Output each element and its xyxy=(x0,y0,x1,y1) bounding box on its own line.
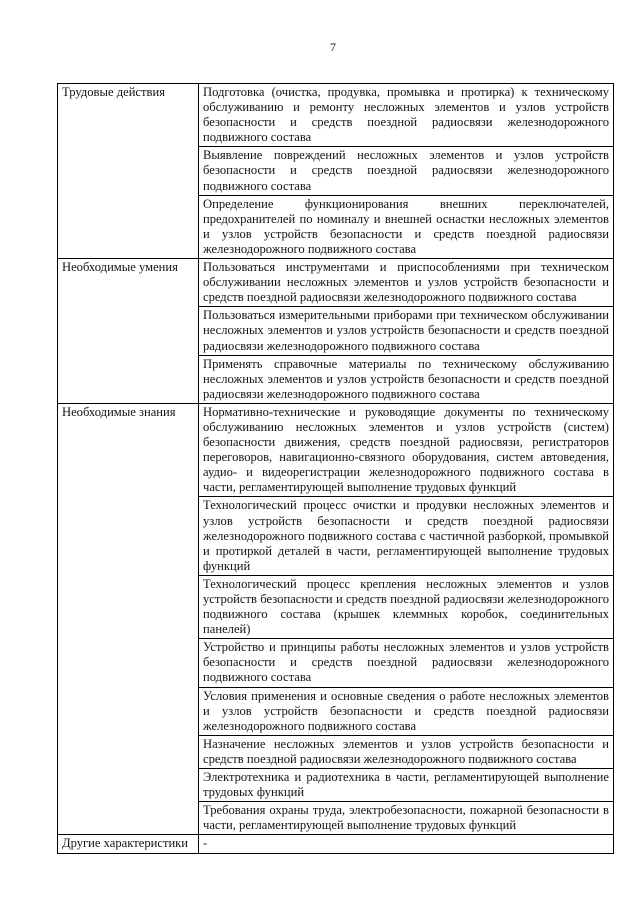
section-label-labor-actions: Трудовые действия xyxy=(58,84,199,259)
table-cell: Технологический процесс очистки и продувки несложных элементов и узлов устройств безопасности и средств поездной радиосвязи железнодорожного подвижного состава с частичной разборкой, промывкой и протиркой деталей в части, регламентирующей выполнение трудовых функций xyxy=(199,497,614,575)
table-cell: Устройство и принципы работы несложных элементов и узлов устройств безопасности и средств поездной радиосвязи железнодорожного подвижного состава xyxy=(199,639,614,687)
section-label-other-characteristics: Другие характеристики xyxy=(58,835,199,853)
section-label-required-skills: Необходимые умения xyxy=(58,259,199,404)
table-cell: Условия применения и основные сведения о работе несложных элементов и узлов устройств безопасности и средств поездной радиосвязи железнодорожного подвижного состава xyxy=(199,687,614,735)
table-cell: Определение функционирования внешних переключателей, предохранителей по номиналу и внешней оснастки несложных элементов и узлов устройств безопасности и средств поездной радиосвязи железнодорожного подвижного состава xyxy=(199,195,614,258)
table-row xyxy=(58,403,614,497)
table-cell: Назначение несложных элементов и узлов устройств безопасности и средств поездной радиосвязи железнодорожного подвижного состава xyxy=(199,735,614,768)
table-row xyxy=(58,84,614,147)
table-cell: Пользоваться инструментами и приспособлениями при техническом обслуживании несложных элементов и узлов устройств безопасности и средств поездной радиосвязи железнодорожного подвижного состава xyxy=(199,259,614,307)
table-cell: Выявление повреждений несложных элементов и узлов устройств безопасности и средств поездной радиосвязи железнодорожного подвижного состава xyxy=(199,147,614,195)
page-number: 7 xyxy=(330,40,336,54)
table-cell: - xyxy=(199,835,614,853)
table-row xyxy=(58,835,614,853)
table-cell: Нормативно-технические и руководящие документы по техническому обслуживанию несложных элементов и узлов устройств (систем) безопасности движения, средств поездной радиосвязи, регистраторов переговоров, навигационно-связного оборудования, систем автоведения, аудио- и видеорегистрации железнодорожного подвижного состава в части, регламентирующей выполнение трудовых функций xyxy=(199,403,614,497)
table-cell: Пользоваться измерительными приборами при техническом обслуживании несложных элементов и узлов устройств безопасности и средств поездной радиосвязи железнодорожного подвижного состава xyxy=(199,307,614,355)
table-cell: Подготовка (очистка, продувка, промывка и протирка) к техническому обслуживанию и ремонту несложных элементов и узлов устройств безопасности и средств поездной радиосвязи железнодорожного подвижного состава xyxy=(199,84,614,147)
table-cell: Технологический процесс крепления несложных элементов и узлов устройств безопасности и средств поездной радиосвязи железнодорожного подвижного состава (крышек клеммных коробок, соединительных панелей) xyxy=(199,575,614,638)
table-row xyxy=(58,259,614,307)
section-label-required-knowledge: Необходимые знания xyxy=(58,403,199,835)
table-cell: Требования охраны труда, электробезопасности, пожарной безопасности в части, регламентирующей выполнение трудовых функций xyxy=(199,802,614,835)
table-cell: Электротехника и радиотехника в части, регламентирующей выполнение трудовых функций xyxy=(199,769,614,802)
table-cell: Применять справочные материалы по техническому обслуживанию несложных элементов и узлов устройств безопасности и средств поездной радиосвязи железнодорожного подвижного состава xyxy=(199,355,614,403)
qualification-table xyxy=(57,83,614,854)
